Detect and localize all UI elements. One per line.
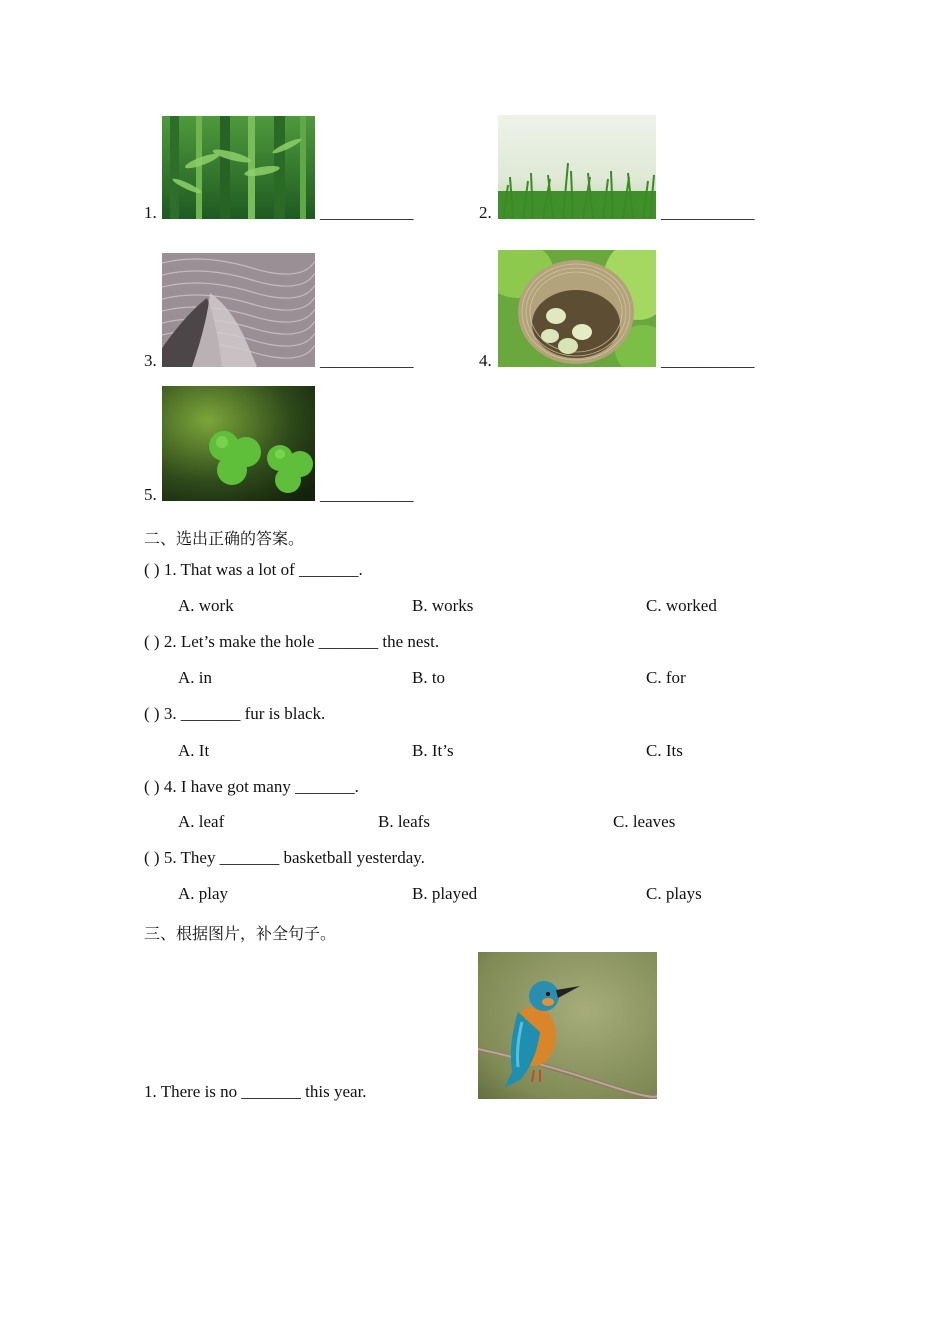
question-1-stem: ( ) 1. That was a lot of _______. <box>144 560 363 579</box>
question-3-option-a[interactable]: A. It <box>178 741 210 760</box>
question-3-stem: ( ) 3. _______ fur is black. <box>144 704 326 723</box>
item-2-answer-blank[interactable]: ___________ <box>661 203 755 222</box>
item-5-number: 5. <box>144 485 157 504</box>
item-1-answer-blank[interactable]: ___________ <box>320 203 414 222</box>
item-2-number: 2. <box>479 203 492 222</box>
question-4-stem: ( ) 4. I have got many _______. <box>144 777 359 796</box>
question-4-option-a[interactable]: A. leaf <box>178 812 225 831</box>
question-5-stem: ( ) 5. They _______ basketball yesterday. <box>144 848 425 867</box>
item-5-answer-blank[interactable]: ___________ <box>320 485 414 504</box>
question-2-stem: ( ) 2. Let’s make the hole _______ the nest. <box>144 632 440 651</box>
question-4-option-c[interactable]: C. leaves <box>613 812 676 831</box>
grass-picture <box>498 115 656 219</box>
item-4-answer-blank[interactable]: ___________ <box>661 351 755 370</box>
question-2-option-b[interactable]: B. to <box>412 668 446 687</box>
nest-picture <box>498 250 656 367</box>
question-1-option-b[interactable]: B. works <box>412 596 474 615</box>
item-1-number: 1. <box>144 203 157 222</box>
question-3-option-c[interactable]: C. Its <box>646 741 683 760</box>
question-4-option-b[interactable]: B. leafs <box>378 812 430 831</box>
fur-picture <box>162 253 315 367</box>
section-3-heading: 三、根据图片，补全句子。 <box>144 924 337 943</box>
question-3-option-b[interactable]: B. It’s <box>412 741 454 760</box>
section-2-heading: 二、选出正确的答案。 <box>144 529 305 548</box>
question-2-option-a[interactable]: A. in <box>178 668 212 687</box>
question-1-option-c[interactable]: C. worked <box>646 596 717 615</box>
question-1-option-a[interactable]: A. work <box>178 596 234 615</box>
item-3-answer-blank[interactable]: ___________ <box>320 351 414 370</box>
question-5-option-b[interactable]: B. played <box>412 884 478 903</box>
item-3-number: 3. <box>144 351 157 370</box>
item-4-number: 4. <box>479 351 492 370</box>
question-5-option-a[interactable]: A. play <box>178 884 229 903</box>
clover-leaves-picture <box>162 386 315 501</box>
kingfisher-picture <box>478 952 657 1099</box>
question-2-option-c[interactable]: C. for <box>646 668 686 687</box>
bamboo-picture <box>162 116 315 219</box>
sentence-1: 1. There is no _______ this year. <box>144 1082 367 1101</box>
question-5-option-c[interactable]: C. plays <box>646 884 702 903</box>
